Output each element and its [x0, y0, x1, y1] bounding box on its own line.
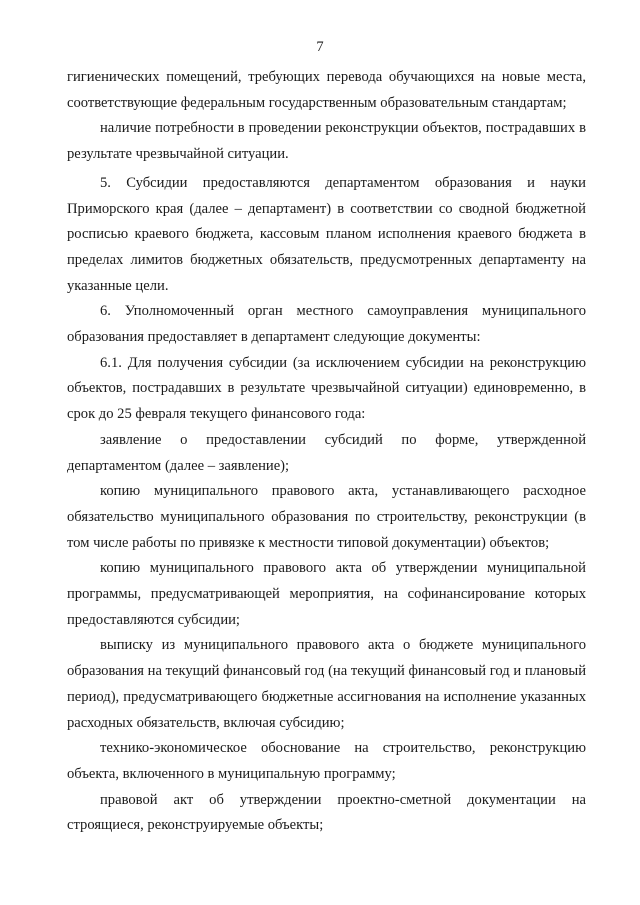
paragraph-feasibility-study: технико-экономическое обоснование на строительство, реконструкцию объекта, включенного в муниципальную программу; — [67, 740, 586, 782]
page-number: 7 — [316, 39, 324, 55]
paragraph-program-act-copy: копию муниципального правового акта об утверждении муниципальной программы, предусматривающей мероприятия, на софинансирование которых предоставляются субсидии; — [67, 560, 586, 628]
paragraph-legal-act-copy: копию муниципального правового акта, устанавливающего расходное обязательство муниципального образования по строительству, реконструкции (в том числе работы по привязке к местности типовой документации) объектов; — [67, 483, 586, 551]
paragraph-clause-5: 5. Субсидии предоставляются департаментом образования и науки Приморского края (далее – департамент) в соответствии со сводной бюджетной росписью краевого бюджета, кассовым планом исполнения краевого бюджета в пределах лимитов бюджетных обязательств, предусмотренных департаменту на указанные цели. — [67, 174, 586, 294]
paragraph-clause-6: 6. Уполномоченный орган местного самоуправления муниципального образования предоставляет в департамент следующие документы: — [67, 303, 586, 346]
paragraph-hygiene-rooms: гигиенических помещений, требующих перевода обучающихся на новые места, соответствующие федеральным государственным образовательным стандартам; — [67, 69, 586, 111]
paragraph-budget-extract: выписку из муниципального правового акта о бюджете муниципального образования на текущий финансовый год (на текущий финансовый год и плановый период), предусматривающего бюджетные ассигнования на исполнение указанных расходных обязательств, включая субсидию; — [67, 637, 586, 731]
document-body — [67, 65, 586, 839]
paragraph-design-estimate-act: правовой акт об утверждении проектно-сметной документации на строящиеся, реконструируемые объекты; — [67, 791, 586, 834]
paragraph-clause-6-1: 6.1. Для получения субсидии (за исключением субсидии на реконструкцию объектов, пострадавших в результате чрезвычайной ситуации) единовременно, в срок до 25 февраля текущего финансового года: — [67, 354, 586, 423]
paragraph-reconstruction-need: наличие потребности в проведении реконструкции объектов, пострадавших в результате чрезвычайной ситуации. — [67, 120, 586, 163]
paragraph-application: заявление о предоставлении субсидий по форме, утвержденной департаментом (далее – заявление); — [67, 431, 586, 474]
